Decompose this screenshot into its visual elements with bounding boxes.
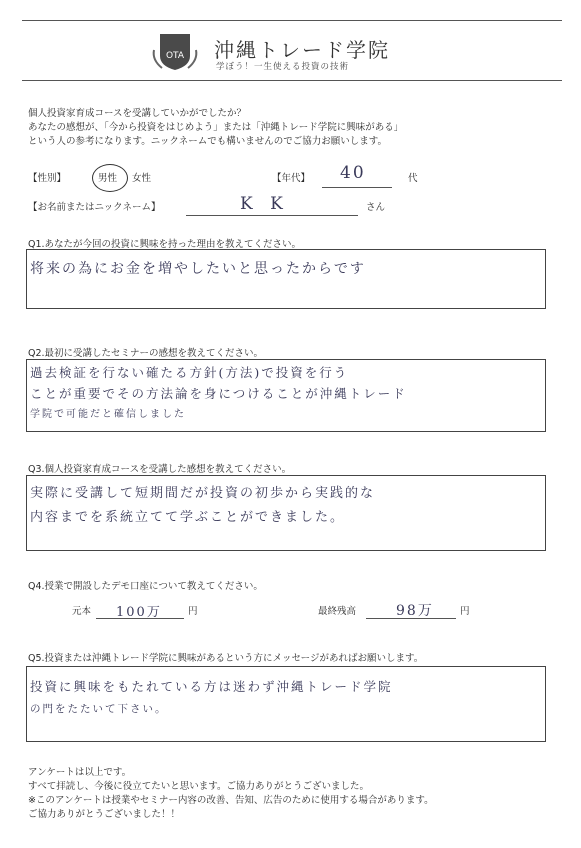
footer-line: ご協力ありがとうございました！！ (28, 809, 181, 820)
q1-answer (30, 258, 366, 280)
answer-line: 過去検証を行ない確たる方針(方法)で投資を行う (30, 365, 349, 380)
age-unit: 代 (408, 173, 418, 184)
q3-question: Q3.個人投資家育成コースを受講した感想を教えてください。 (28, 464, 292, 475)
intro-line: あなたの感想が、「今から投資をはじめよう」または「沖縄トレード学院に興味がある」 (28, 122, 404, 133)
header-top-rule (22, 20, 562, 21)
brand-title: 沖縄トレード学院 (214, 38, 390, 62)
age-underline (322, 187, 392, 188)
answer-line: 学院で可能だと確信しました (30, 409, 186, 420)
intro-line: 個人投資家育成コースを受講していかがでしたか？ (28, 108, 247, 119)
name-suffix: さん (366, 202, 386, 213)
answer-line: ことが重要でその方法論を身につけることが沖縄トレード (30, 386, 407, 401)
footer-line: すべて拝読し、今後に役立てたいと思います。ご協力ありがとうございました。 (28, 781, 370, 792)
answer-line: の門をたたいて下さい。 (30, 703, 168, 715)
final-balance-unit: 円 (460, 606, 470, 617)
brand-subtitle: 学ぼう！一生使える投資の技術 (216, 62, 350, 72)
name-value: K K (240, 194, 289, 214)
answer-line: 内容までを系統立てて学ぶことができました。 (30, 510, 346, 525)
q1-question: Q1.あなたが今回の投資に興味を持った理由を教えてください。 (28, 239, 302, 250)
shield-icon (150, 30, 200, 72)
final-balance-label: 最終残高 (318, 606, 357, 617)
gender-female: 女性 (132, 173, 152, 184)
answer-line: 将来の為にお金を増やしたいと思ったからです (30, 261, 366, 277)
answer-line: 実際に受講して短期間だが投資の初歩から実践的な (30, 486, 376, 501)
gender-male: 男性 (98, 173, 118, 184)
ota-logo (150, 30, 200, 72)
header-bottom-rule (22, 80, 562, 81)
principal-unit: 円 (188, 606, 198, 617)
q5-answer (30, 676, 393, 720)
intro-text (28, 107, 403, 149)
age-label: 【年代】 (272, 173, 311, 184)
footer-line: アンケートは以上です。 (28, 767, 132, 778)
q5-question: Q5.投資または沖縄トレード学院に興味があるという方にメッセージがあればお願いします。 (28, 653, 424, 664)
gender-label: 【性別】 (28, 173, 67, 184)
q3-answer (30, 482, 375, 530)
q4-question: Q4.授業で開設したデモ口座について教えてください。 (28, 581, 263, 592)
footer-line: ※このアンケートは授業やセミナー内容の改善、告知、広告のために使用する場合があります。 (28, 795, 434, 806)
name-label: 【お名前またはニックネーム】 (28, 202, 161, 213)
q2-question: Q2.最初に受講したセミナーの感想を教えてください。 (28, 348, 264, 359)
footer-notes (28, 766, 434, 822)
principal-value: 100万 (116, 605, 162, 620)
principal-label: 元本 (72, 606, 92, 617)
answer-line: 投資に興味をもたれている方は迷わず沖縄トレード学院 (30, 679, 393, 694)
logo-text: OTA (165, 51, 185, 61)
name-underline (186, 215, 358, 216)
final-balance-value: 98万 (396, 603, 434, 619)
intro-line: という人の参考になります。ニックネームでも構いませんのでご協力お願いします。 (28, 136, 388, 147)
age-value: 40 (340, 163, 366, 183)
q2-answer (30, 362, 407, 425)
